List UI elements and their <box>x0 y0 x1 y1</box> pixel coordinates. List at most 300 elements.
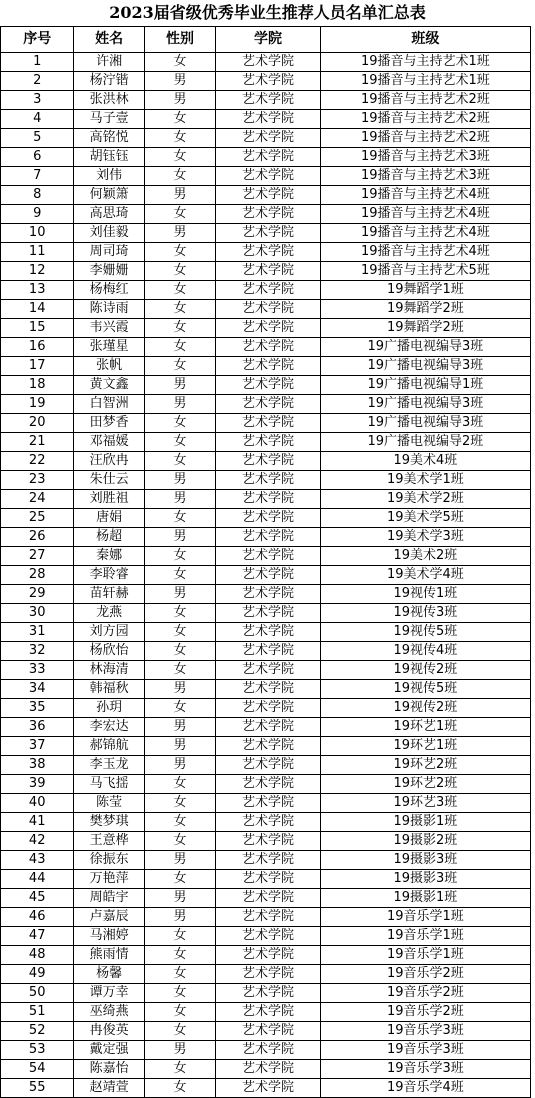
cell-gender: 女 <box>144 984 215 1003</box>
cell-gender: 女 <box>144 832 215 851</box>
cell-index: 51 <box>1 1003 74 1022</box>
table-row <box>1 186 531 205</box>
cell-college: 艺术学院 <box>216 53 321 72</box>
cell-class: 19播音与主持艺术4班 <box>320 224 530 243</box>
cell-name: 李聆睿 <box>74 566 144 585</box>
table-row <box>1 129 531 148</box>
cell-college: 艺术学院 <box>216 889 321 908</box>
cell-class: 19音乐学3班 <box>320 1022 530 1041</box>
cell-name: 马飞揺 <box>74 775 144 794</box>
table-row <box>1 338 531 357</box>
cell-college: 艺术学院 <box>216 965 321 984</box>
table-row <box>1 946 531 965</box>
cell-index: 3 <box>1 91 74 110</box>
cell-class: 19摄影2班 <box>320 832 530 851</box>
table-row <box>1 110 531 129</box>
cell-college: 艺术学院 <box>216 870 321 889</box>
header-name: 姓名 <box>74 27 144 53</box>
cell-gender: 女 <box>144 148 215 167</box>
cell-class: 19美术学5班 <box>320 509 530 528</box>
table-row <box>1 547 531 566</box>
cell-college: 艺术学院 <box>216 756 321 775</box>
cell-class: 19视传1班 <box>320 585 530 604</box>
cell-gender: 男 <box>144 72 215 91</box>
table-row <box>1 281 531 300</box>
cell-college: 艺术学院 <box>216 832 321 851</box>
cell-college: 艺术学院 <box>216 471 321 490</box>
cell-index: 47 <box>1 927 74 946</box>
cell-class: 19摄影1班 <box>320 889 530 908</box>
cell-class: 19美术2班 <box>320 547 530 566</box>
cell-class: 19播音与主持艺术1班 <box>320 53 530 72</box>
cell-college: 艺术学院 <box>216 737 321 756</box>
cell-gender: 男 <box>144 528 215 547</box>
cell-class: 19舞蹈学2班 <box>320 319 530 338</box>
table-row <box>1 756 531 775</box>
cell-class: 19舞蹈学1班 <box>320 281 530 300</box>
cell-gender: 女 <box>144 1022 215 1041</box>
cell-gender: 男 <box>144 91 215 110</box>
cell-index: 7 <box>1 167 74 186</box>
cell-name: 陈嘉怡 <box>74 1060 144 1079</box>
table-row <box>1 148 531 167</box>
cell-index: 34 <box>1 680 74 699</box>
table-row <box>1 851 531 870</box>
cell-gender: 女 <box>144 794 215 813</box>
cell-college: 艺术学院 <box>216 110 321 129</box>
cell-class: 19音乐学2班 <box>320 1003 530 1022</box>
cell-college: 艺术学院 <box>216 300 321 319</box>
cell-name: 戴定强 <box>74 1041 144 1060</box>
cell-class: 19环艺3班 <box>320 794 530 813</box>
cell-class: 19舞蹈学2班 <box>320 300 530 319</box>
table-row <box>1 908 531 927</box>
cell-college: 艺术学院 <box>216 72 321 91</box>
cell-college: 艺术学院 <box>216 262 321 281</box>
cell-name: 李姗姗 <box>74 262 144 281</box>
table-row <box>1 224 531 243</box>
cell-gender: 女 <box>144 433 215 452</box>
cell-name: 苗轩赫 <box>74 585 144 604</box>
table-row <box>1 243 531 262</box>
cell-class: 19环艺1班 <box>320 737 530 756</box>
header-class: 班级 <box>320 27 530 53</box>
cell-index: 53 <box>1 1041 74 1060</box>
table-row <box>1 1041 531 1060</box>
cell-gender: 女 <box>144 243 215 262</box>
cell-index: 23 <box>1 471 74 490</box>
cell-college: 艺术学院 <box>216 585 321 604</box>
cell-class: 19播音与主持艺术4班 <box>320 243 530 262</box>
cell-class: 19广播电视编导3班 <box>320 357 530 376</box>
cell-gender: 女 <box>144 205 215 224</box>
table-row <box>1 490 531 509</box>
cell-college: 艺术学院 <box>216 908 321 927</box>
table-row <box>1 1003 531 1022</box>
cell-class: 19播音与主持艺术1班 <box>320 72 530 91</box>
cell-name: 周皓宇 <box>74 889 144 908</box>
cell-class: 19播音与主持艺术5班 <box>320 262 530 281</box>
table-row <box>1 319 531 338</box>
cell-index: 30 <box>1 604 74 623</box>
cell-index: 17 <box>1 357 74 376</box>
cell-index: 45 <box>1 889 74 908</box>
cell-name: 白智洲 <box>74 395 144 414</box>
cell-gender: 女 <box>144 1079 215 1098</box>
table-row <box>1 167 531 186</box>
cell-index: 49 <box>1 965 74 984</box>
cell-college: 艺术学院 <box>216 1022 321 1041</box>
cell-gender: 女 <box>144 946 215 965</box>
cell-class: 19音乐学1班 <box>320 927 530 946</box>
header-index: 序号 <box>1 27 74 53</box>
cell-index: 32 <box>1 642 74 661</box>
table-row <box>1 300 531 319</box>
cell-gender: 男 <box>144 851 215 870</box>
header-row <box>1 27 531 53</box>
table-row <box>1 376 531 395</box>
cell-gender: 男 <box>144 186 215 205</box>
cell-class: 19播音与主持艺术3班 <box>320 167 530 186</box>
cell-name: 秦娜 <box>74 547 144 566</box>
cell-college: 艺术学院 <box>216 623 321 642</box>
cell-index: 44 <box>1 870 74 889</box>
table-row <box>1 775 531 794</box>
cell-index: 26 <box>1 528 74 547</box>
cell-gender: 女 <box>144 338 215 357</box>
cell-index: 8 <box>1 186 74 205</box>
table-row <box>1 623 531 642</box>
cell-class: 19视传4班 <box>320 642 530 661</box>
table-row <box>1 357 531 376</box>
cell-index: 54 <box>1 1060 74 1079</box>
cell-gender: 女 <box>144 167 215 186</box>
table-row <box>1 718 531 737</box>
cell-college: 艺术学院 <box>216 490 321 509</box>
cell-college: 艺术学院 <box>216 357 321 376</box>
cell-gender: 女 <box>144 319 215 338</box>
cell-college: 艺术学院 <box>216 395 321 414</box>
cell-name: 杨馨 <box>74 965 144 984</box>
cell-index: 40 <box>1 794 74 813</box>
table-row <box>1 1079 531 1098</box>
cell-college: 艺术学院 <box>216 243 321 262</box>
cell-gender: 男 <box>144 395 215 414</box>
cell-class: 19视传2班 <box>320 661 530 680</box>
cell-gender: 女 <box>144 547 215 566</box>
cell-name: 谭万幸 <box>74 984 144 1003</box>
cell-class: 19音乐学2班 <box>320 984 530 1003</box>
cell-index: 35 <box>1 699 74 718</box>
cell-gender: 女 <box>144 775 215 794</box>
cell-class: 19广播电视编导1班 <box>320 376 530 395</box>
cell-class: 19广播电视编导3班 <box>320 414 530 433</box>
cell-name: 杨欣怡 <box>74 642 144 661</box>
cell-gender: 女 <box>144 566 215 585</box>
cell-index: 22 <box>1 452 74 471</box>
cell-name: 李玉龙 <box>74 756 144 775</box>
cell-class: 19摄影3班 <box>320 870 530 889</box>
table-row <box>1 1022 531 1041</box>
cell-class: 19广播电视编导2班 <box>320 433 530 452</box>
cell-name: 刘方园 <box>74 623 144 642</box>
cell-name: 张洪林 <box>74 91 144 110</box>
cell-gender: 女 <box>144 604 215 623</box>
cell-gender: 男 <box>144 1041 215 1060</box>
cell-index: 9 <box>1 205 74 224</box>
table-row <box>1 566 531 585</box>
cell-college: 艺术学院 <box>216 642 321 661</box>
cell-class: 19音乐学1班 <box>320 908 530 927</box>
cell-index: 11 <box>1 243 74 262</box>
roster-body <box>1 53 531 1098</box>
cell-gender: 男 <box>144 376 215 395</box>
cell-class: 19环艺1班 <box>320 718 530 737</box>
cell-class: 19播音与主持艺术2班 <box>320 129 530 148</box>
cell-gender: 女 <box>144 813 215 832</box>
cell-college: 艺术学院 <box>216 224 321 243</box>
table-row <box>1 395 531 414</box>
cell-gender: 男 <box>144 471 215 490</box>
cell-gender: 女 <box>144 1003 215 1022</box>
cell-index: 15 <box>1 319 74 338</box>
cell-gender: 男 <box>144 490 215 509</box>
cell-gender: 女 <box>144 642 215 661</box>
table-row <box>1 53 531 72</box>
cell-college: 艺术学院 <box>216 946 321 965</box>
cell-name: 高铭悦 <box>74 129 144 148</box>
cell-index: 25 <box>1 509 74 528</box>
cell-class: 19播音与主持艺术4班 <box>320 186 530 205</box>
cell-class: 19音乐学3班 <box>320 1041 530 1060</box>
cell-name: 林海清 <box>74 661 144 680</box>
cell-gender: 女 <box>144 870 215 889</box>
cell-college: 艺术学院 <box>216 547 321 566</box>
table-row <box>1 965 531 984</box>
cell-college: 艺术学院 <box>216 1003 321 1022</box>
cell-college: 艺术学院 <box>216 376 321 395</box>
cell-gender: 男 <box>144 908 215 927</box>
cell-gender: 男 <box>144 756 215 775</box>
cell-college: 艺术学院 <box>216 813 321 832</box>
cell-index: 5 <box>1 129 74 148</box>
cell-class: 19音乐学3班 <box>320 1060 530 1079</box>
cell-name: 刘佳毅 <box>74 224 144 243</box>
cell-index: 31 <box>1 623 74 642</box>
cell-name: 韦兴霞 <box>74 319 144 338</box>
cell-name: 杨梅红 <box>74 281 144 300</box>
cell-index: 6 <box>1 148 74 167</box>
cell-name: 朱仕云 <box>74 471 144 490</box>
cell-name: 龙燕 <box>74 604 144 623</box>
cell-gender: 男 <box>144 718 215 737</box>
table-row <box>1 604 531 623</box>
cell-index: 19 <box>1 395 74 414</box>
cell-name: 邓福媛 <box>74 433 144 452</box>
cell-class: 19摄影3班 <box>320 851 530 870</box>
table-row <box>1 528 531 547</box>
cell-class: 19视传2班 <box>320 699 530 718</box>
cell-gender: 女 <box>144 357 215 376</box>
cell-name: 何颖箫 <box>74 186 144 205</box>
cell-gender: 女 <box>144 53 215 72</box>
table-row <box>1 452 531 471</box>
cell-index: 2 <box>1 72 74 91</box>
cell-college: 艺术学院 <box>216 509 321 528</box>
cell-class: 19音乐学4班 <box>320 1079 530 1098</box>
cell-index: 20 <box>1 414 74 433</box>
cell-index: 41 <box>1 813 74 832</box>
table-row <box>1 509 531 528</box>
cell-college: 艺术学院 <box>216 794 321 813</box>
cell-index: 14 <box>1 300 74 319</box>
cell-college: 艺术学院 <box>216 1079 321 1098</box>
cell-college: 艺术学院 <box>216 851 321 870</box>
cell-name: 万艳萍 <box>74 870 144 889</box>
cell-gender: 女 <box>144 281 215 300</box>
cell-name: 胡钰钰 <box>74 148 144 167</box>
cell-name: 周司琦 <box>74 243 144 262</box>
cell-index: 48 <box>1 946 74 965</box>
cell-name: 高思琦 <box>74 205 144 224</box>
cell-index: 18 <box>1 376 74 395</box>
cell-class: 19视传5班 <box>320 623 530 642</box>
cell-name: 韩福秋 <box>74 680 144 699</box>
cell-name: 杨超 <box>74 528 144 547</box>
table-row <box>1 889 531 908</box>
table-row <box>1 813 531 832</box>
header-college: 学院 <box>216 27 321 53</box>
cell-college: 艺术学院 <box>216 680 321 699</box>
cell-gender: 女 <box>144 414 215 433</box>
cell-name: 赵靖萱 <box>74 1079 144 1098</box>
cell-class: 19播音与主持艺术4班 <box>320 205 530 224</box>
cell-college: 艺术学院 <box>216 661 321 680</box>
cell-college: 艺术学院 <box>216 186 321 205</box>
cell-class: 19视传5班 <box>320 680 530 699</box>
cell-class: 19播音与主持艺术2班 <box>320 110 530 129</box>
cell-college: 艺术学院 <box>216 167 321 186</box>
cell-college: 艺术学院 <box>216 129 321 148</box>
cell-name: 徐振东 <box>74 851 144 870</box>
cell-gender: 女 <box>144 452 215 471</box>
cell-college: 艺术学院 <box>216 319 321 338</box>
cell-college: 艺术学院 <box>216 927 321 946</box>
cell-index: 28 <box>1 566 74 585</box>
cell-name: 陈莹 <box>74 794 144 813</box>
cell-name: 马湘婷 <box>74 927 144 946</box>
cell-index: 10 <box>1 224 74 243</box>
cell-college: 艺术学院 <box>216 984 321 1003</box>
cell-college: 艺术学院 <box>216 148 321 167</box>
cell-class: 19广播电视编导3班 <box>320 338 530 357</box>
cell-name: 杨泞锴 <box>74 72 144 91</box>
header-gender: 性别 <box>144 27 215 53</box>
cell-class: 19播音与主持艺术3班 <box>320 148 530 167</box>
cell-name: 汪欣冉 <box>74 452 144 471</box>
cell-index: 12 <box>1 262 74 281</box>
document-title: 2023届省级优秀毕业生推荐人员名单汇总表 <box>109 3 426 22</box>
cell-name: 黄文鑫 <box>74 376 144 395</box>
cell-index: 1 <box>1 53 74 72</box>
table-row <box>1 661 531 680</box>
cell-name: 张瑾星 <box>74 338 144 357</box>
table-row <box>1 832 531 851</box>
table-row <box>1 205 531 224</box>
cell-name: 冉俊英 <box>74 1022 144 1041</box>
cell-college: 艺术学院 <box>216 91 321 110</box>
cell-college: 艺术学院 <box>216 281 321 300</box>
table-row <box>1 72 531 91</box>
cell-gender: 男 <box>144 585 215 604</box>
cell-gender: 女 <box>144 129 215 148</box>
table-row <box>1 433 531 452</box>
cell-class: 19美术学2班 <box>320 490 530 509</box>
table-row <box>1 1060 531 1079</box>
cell-gender: 女 <box>144 300 215 319</box>
cell-index: 42 <box>1 832 74 851</box>
cell-college: 艺术学院 <box>216 775 321 794</box>
table-row <box>1 870 531 889</box>
cell-gender: 男 <box>144 224 215 243</box>
cell-name: 郝锦航 <box>74 737 144 756</box>
cell-name: 马子壹 <box>74 110 144 129</box>
cell-gender: 女 <box>144 965 215 984</box>
table-row <box>1 471 531 490</box>
roster-table <box>0 26 531 1098</box>
cell-index: 55 <box>1 1079 74 1098</box>
cell-index: 16 <box>1 338 74 357</box>
cell-class: 19美术学1班 <box>320 471 530 490</box>
cell-college: 艺术学院 <box>216 433 321 452</box>
cell-gender: 女 <box>144 110 215 129</box>
table-row <box>1 262 531 281</box>
cell-name: 巫绮燕 <box>74 1003 144 1022</box>
cell-index: 24 <box>1 490 74 509</box>
cell-gender: 女 <box>144 661 215 680</box>
cell-gender: 女 <box>144 262 215 281</box>
table-row <box>1 91 531 110</box>
cell-college: 艺术学院 <box>216 452 321 471</box>
table-row <box>1 927 531 946</box>
cell-class: 19视传3班 <box>320 604 530 623</box>
cell-class: 19美术4班 <box>320 452 530 471</box>
cell-name: 李宏达 <box>74 718 144 737</box>
cell-index: 13 <box>1 281 74 300</box>
cell-gender: 男 <box>144 889 215 908</box>
cell-name: 刘胜祖 <box>74 490 144 509</box>
cell-college: 艺术学院 <box>216 566 321 585</box>
table-row <box>1 794 531 813</box>
cell-gender: 男 <box>144 737 215 756</box>
cell-college: 艺术学院 <box>216 718 321 737</box>
cell-index: 52 <box>1 1022 74 1041</box>
cell-name: 王意桦 <box>74 832 144 851</box>
cell-college: 艺术学院 <box>216 414 321 433</box>
cell-gender: 女 <box>144 927 215 946</box>
cell-index: 43 <box>1 851 74 870</box>
cell-college: 艺术学院 <box>216 528 321 547</box>
cell-college: 艺术学院 <box>216 1060 321 1079</box>
cell-name: 樊梦琪 <box>74 813 144 832</box>
table-row <box>1 680 531 699</box>
cell-gender: 男 <box>144 680 215 699</box>
cell-class: 19摄影1班 <box>320 813 530 832</box>
cell-class: 19环艺2班 <box>320 756 530 775</box>
cell-gender: 女 <box>144 1060 215 1079</box>
cell-index: 21 <box>1 433 74 452</box>
cell-class: 19音乐学2班 <box>320 965 530 984</box>
